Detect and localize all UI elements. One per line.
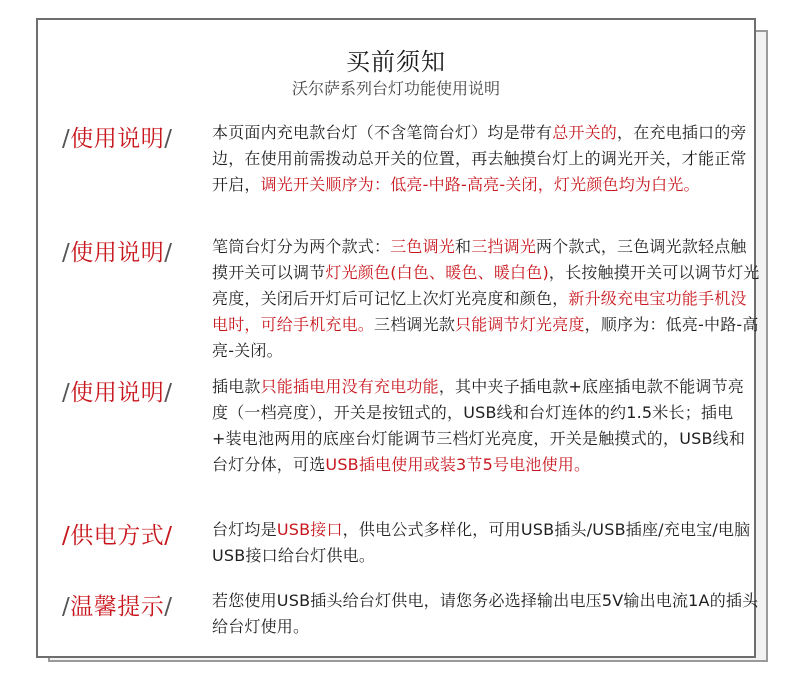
- heading-label: 温馨提示: [70, 594, 165, 620]
- page-subtitle: 沃尔萨系列台灯功能使用说明: [291, 79, 500, 98]
- body-text: ，长按触摸开关可以调节灯光亮度，关闭后开灯后可记忆上次灯光亮度和颜色，: [212, 263, 760, 308]
- body-text: 三档调光款: [374, 315, 456, 334]
- section-heading: [62, 374, 173, 407]
- body-text: ，供电公式多样化，可用USB插头/USB插座/充电宝/电脑USB接口给台灯供电。: [212, 520, 751, 565]
- body-text: 台灯均是: [212, 520, 277, 539]
- section-heading: [62, 120, 173, 153]
- heading-label: 供电方式: [70, 523, 165, 549]
- notice-card: [36, 18, 760, 658]
- highlight-text: 只能插电用没有充电功能: [260, 377, 439, 396]
- heading-label: 使用说明: [70, 380, 165, 406]
- highlight-text: USB插电使用或装3节5号电池使用。: [325, 455, 591, 474]
- body-text: ，顺序为：低亮-中路-高亮-关闭。: [212, 315, 759, 360]
- section-body: [212, 374, 760, 478]
- heading-label: 使用说明: [70, 240, 165, 266]
- section-body: [212, 234, 760, 364]
- highlight-text: 灯光颜色(白色、暖色、暖白色): [325, 263, 549, 282]
- highlight-text: 总开关的: [552, 123, 618, 142]
- heading-slash-open: /: [62, 240, 71, 266]
- highlight-text: 只能调节灯光亮度: [455, 315, 585, 334]
- section-body: [212, 517, 760, 569]
- heading-slash-open: /: [62, 594, 71, 620]
- body-text: 两个款式，三色调光款轻点触摸开关可以调节: [212, 237, 747, 282]
- body-text: 本页面内充电款台灯（不含笔筒台灯）均是带有: [212, 123, 553, 142]
- heading-slash-close: /: [164, 594, 173, 620]
- heading-slash-close: /: [164, 126, 173, 152]
- body-text: 笔筒台灯分为两个款式：: [212, 237, 391, 256]
- heading-slash-close: /: [164, 380, 173, 406]
- heading-slash-open: /: [62, 523, 71, 549]
- heading-slash-open: /: [62, 126, 71, 152]
- highlight-text: USB接口: [276, 520, 343, 539]
- heading-label: 使用说明: [70, 126, 165, 152]
- highlight-text: 三色调光: [390, 237, 456, 256]
- section-heading: [62, 234, 173, 267]
- body-text: 和: [455, 237, 472, 256]
- highlight-text: 新升级充电宝功能手机没电时，可给手机充电。: [212, 289, 747, 334]
- section-body: [212, 588, 760, 640]
- body-text: ，在充电插口的旁边，在使用前需拨动总开关的位置，再去触摸台灯上的调光开关，才能正常开启，: [212, 123, 747, 194]
- section-heading: [62, 517, 173, 550]
- section-body: [212, 120, 760, 198]
- body-text: 若您使用USB插头给台灯供电，请您务必选择输出电压5V输出电流1A的插头给台灯使用。: [212, 591, 759, 636]
- page-title: 买前须知: [346, 48, 446, 76]
- body-text: 插电款: [212, 377, 261, 396]
- highlight-text: 三挡调光: [471, 237, 537, 256]
- heading-slash-close: /: [164, 240, 173, 266]
- body-text: ，其中夹子插电款+底座插电款不能调节亮度（一档亮度），开关是按钮式的，USB线和台灯连体的约1.5米长；插电+装电池两用的底座台灯能调节三档灯光亮度，开关是触摸式的，USB线和台灯分体，可选: [212, 377, 746, 474]
- heading-slash-open: /: [62, 380, 71, 406]
- heading-slash-close: /: [164, 523, 173, 549]
- highlight-text: 调光开关顺序为：低亮-中路-高亮-关闭，灯光颜色均为白光。: [260, 175, 700, 194]
- section-heading: [62, 588, 173, 621]
